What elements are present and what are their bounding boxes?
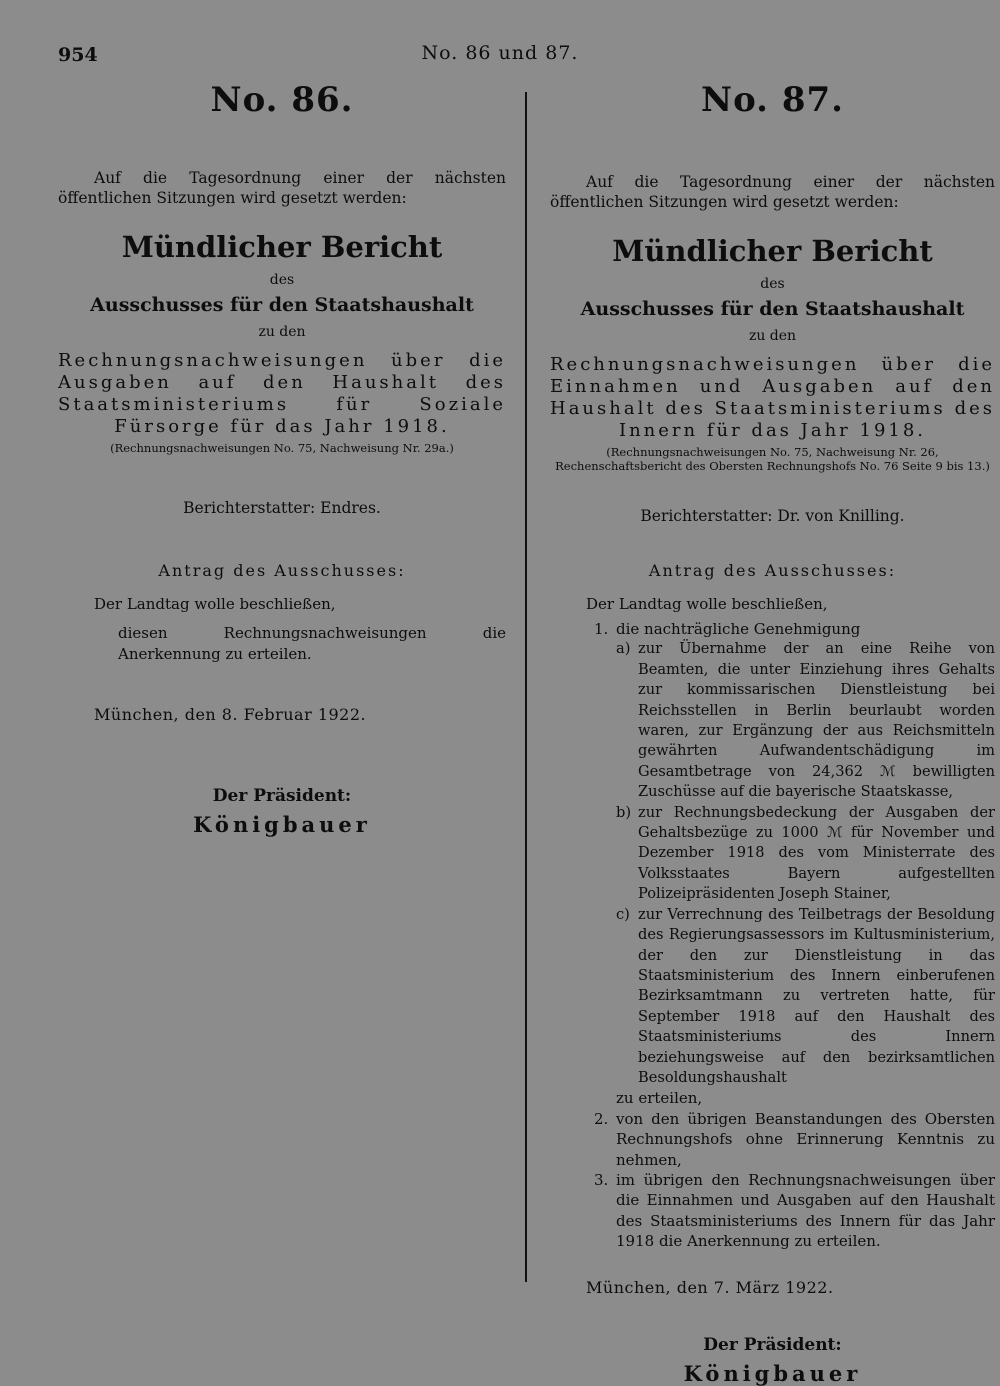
sub-item-text: zur Rechnungsbedeckung der Ausgaben der Gehaltsbezüge zu 1000 ℳ für November und Dezember 1918 des vom Ministerrate des Volksstaates Bayern aufgestellten Polizeipräsidenten Joseph Stainer, — [638, 803, 995, 903]
page-number: 954 — [58, 44, 98, 66]
president-name: Königbauer — [683, 1360, 862, 1386]
motion-items — [550, 619, 995, 1252]
item-text: die nachträgliche Genehmigung — [616, 620, 861, 638]
resolution-text: diesen Rechnungsnachweisungen die Anerkennung zu erteilen. — [118, 624, 506, 663]
reporter-line: Berichterstatter: Endres. — [183, 499, 381, 517]
reference-note: (Rechnungsnachweisungen No. 75, Nachweisung Nr. 26, Rechenschaftsbericht des Obersten Rechnungshofs No. 76 Seite 9 bis 13.) — [555, 445, 990, 473]
sub-item-marker: a) — [616, 640, 631, 658]
president-label: Der Präsident: — [703, 1334, 842, 1355]
committee-name: Ausschusses für den Staatshaushalt — [580, 298, 965, 320]
document-number: No. 87. — [701, 80, 844, 120]
sub-items — [616, 639, 995, 1088]
des-line: des — [760, 276, 785, 292]
document-no-86 — [58, 80, 506, 837]
item-text: von den übrigen Beanstandungen des Obersten Rechnungshofs ohne Erinnerung Kenntnis zu nehmen, — [616, 1109, 995, 1169]
item-marker: 3. — [594, 1170, 609, 1189]
committee-name: Ausschusses für den Staatshaushalt — [90, 294, 474, 316]
landtag-line: Der Landtag wolle beschließen, — [94, 595, 336, 613]
sub-item-marker: b) — [616, 803, 632, 821]
zu-den-line: zu den — [748, 328, 797, 344]
motion-item — [550, 619, 995, 1109]
item-closing: zu erteilen, — [616, 1089, 703, 1108]
president-label: Der Präsident: — [212, 786, 352, 806]
column-divider — [525, 92, 527, 1282]
item-marker: 2. — [594, 1109, 609, 1128]
document-number: No. 86. — [210, 80, 354, 120]
running-head: No. 86 und 87. — [421, 42, 579, 64]
sub-item — [616, 639, 995, 802]
motion-heading: Antrag des Ausschusses: — [158, 561, 406, 580]
date-line: München, den 8. Februar 1922. — [94, 705, 367, 724]
document-no-87 — [550, 80, 995, 1386]
president-name: Königbauer — [193, 812, 371, 837]
report-title: Mündlicher Bericht — [612, 234, 933, 268]
reference-note: (Rechnungsnachweisungen No. 75, Nachweisung Nr. 29a.) — [110, 441, 454, 455]
sub-item — [616, 803, 995, 905]
landtag-line: Der Landtag wolle beschließen, — [586, 595, 828, 613]
sub-item-text: zur Verrechnung des Teilbetrags der Besoldung des Regierungsassessors im Kultusministerium, der den zur Dienstleistung in das Staatsministerium des Innern einberufenen Bezirksamtmann zu vertreten hatte, für September 1918 auf den Haushalt des Staatsministeriums des Innern beziehungsweise auf den bezirksamtlichen Besoldungshaushalt — [638, 905, 995, 1086]
motion-item — [550, 1109, 995, 1170]
zu-den-line: zu den — [258, 324, 306, 340]
report-title: Mündlicher Bericht — [121, 230, 443, 264]
report-subject: Rechnungsnachweisungen über die Ausgaben auf den Haushalt des Staatsministeriums für Soziale Fürsorge für das Jahr 1918. — [58, 350, 506, 437]
report-subject: Rechnungsnachweisungen über die Einnahmen und Ausgaben auf den Haushalt des Staatsministeriums des Innern für das Jahr 1918. — [550, 354, 995, 441]
item-marker: 1. — [594, 620, 609, 638]
des-line: des — [269, 272, 295, 288]
sub-item — [616, 905, 995, 1089]
agenda-intro: Auf die Tagesordnung einer der nächsten öffentlichen Sitzungen wird gesetzt werden: — [550, 173, 995, 211]
item-text: im übrigen den Rechnungsnachweisungen über die Einnahmen und Ausgaben auf den Haushalt des Staatsministeriums des Innern für das Jahr 1918 die Anerkennung zu erteilen. — [616, 1170, 995, 1251]
agenda-intro: Auf die Tagesordnung einer der nächsten öffentlichen Sitzungen wird gesetzt werden: — [58, 169, 506, 207]
reporter-line: Berichterstatter: Dr. von Knilling. — [640, 507, 905, 525]
motion-item — [550, 1170, 995, 1252]
sub-item-marker: c) — [616, 905, 630, 923]
date-line: München, den 7. März 1922. — [586, 1277, 834, 1297]
motion-heading: Antrag des Ausschusses: — [648, 561, 897, 580]
sub-item-text: zur Übernahme der an eine Reihe von Beamten, die unter Einziehung ihres Gehalts zur kommissarischen Dienstleistung bei Reichsstellen in Berlin beurlaubt worden waren, zur Ergänzung der aus Reichsmitteln gewährten Aufwandentschädigung im Gesamtbetrage von 24,362 ℳ bewilligten Zuschüsse auf die bayerische Staatskasse, — [638, 640, 995, 801]
